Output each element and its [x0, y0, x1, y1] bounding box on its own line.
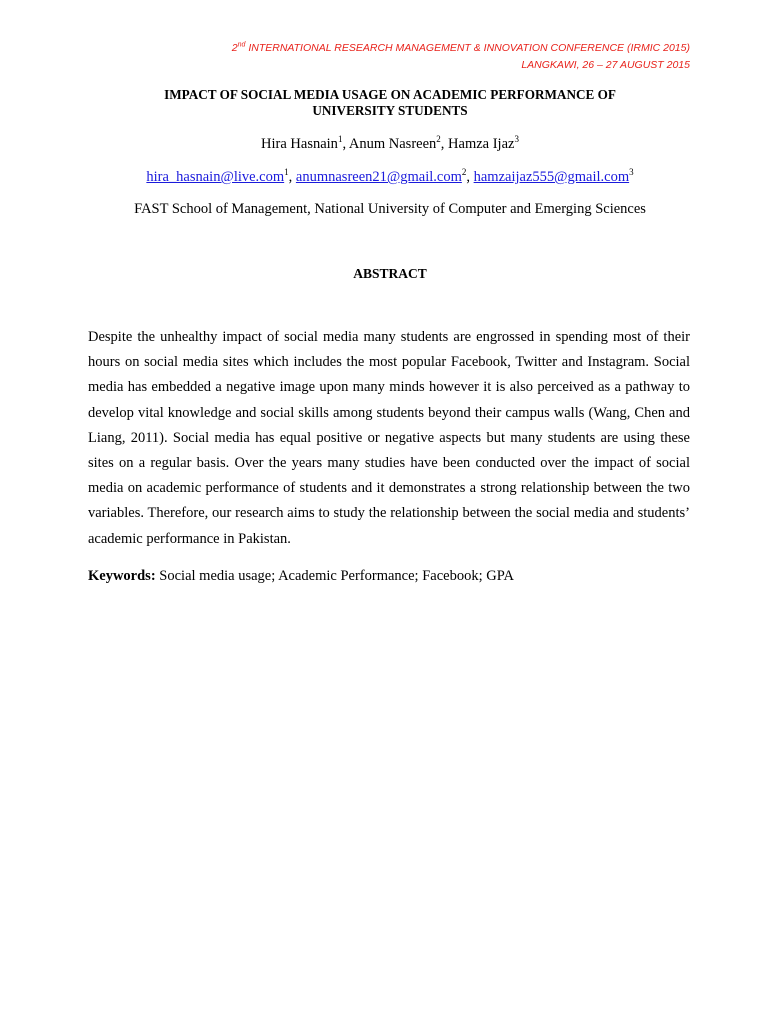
- email-separator: ,: [466, 169, 474, 185]
- email-link-hamza[interactable]: hamzaijaz555@gmail.com: [473, 169, 630, 185]
- keywords: [88, 567, 690, 585]
- email-link-hira[interactable]: hira_hasnain@live.com: [146, 169, 285, 185]
- author-mark: 2: [436, 134, 441, 145]
- author-separator: ,: [440, 136, 449, 152]
- email-mark: 2: [461, 167, 467, 178]
- author-mark: 1: [337, 134, 343, 145]
- author-separator: ,: [342, 136, 349, 152]
- author-name: Anum Nasreen: [348, 136, 437, 152]
- conference-name: INTERNATIONAL RESEARCH MANAGEMENT & INNOVATION CONFERENCE (IRMIC 2015): [245, 42, 690, 54]
- author-name: Hira Hasnain: [261, 136, 338, 152]
- author-list: [88, 135, 692, 153]
- conference-location: LANGKAWI, 26 – 27 AUGUST 2015: [521, 59, 690, 71]
- keywords-label: Keywords:: [88, 568, 156, 584]
- email-mark: 3: [629, 167, 634, 178]
- email-separator: ,: [288, 169, 296, 185]
- abstract-heading: ABSTRACT: [353, 266, 427, 281]
- email-link-anum[interactable]: anumnasreen21@gmail.com: [295, 169, 462, 185]
- email-mark: 1: [284, 167, 289, 178]
- author-mark: 3: [514, 134, 519, 145]
- abstract-body: Despite the unhealthy impact of social media many students are engrossed in spending most of their hours on social media sites which includes the most popular Facebook, Twitter and Instagram. Social media has embedded a negative image upon many minds however it is also perceived as a pathway to develop vital knowledge and social skills among students beyond their campus walls (Wang, Chen and Liang, 2011). Social media has equal positive or negative aspects but many students are using these sites on a regular basis. Over the years many studies have been conducted over the impact of social media on academic performance of students and it demonstrates a strong relationship between the two variables. Therefore, our research aims to study the relationship between the social media and students’ academic performance in Pakistan.: [88, 329, 690, 547]
- paper-title-line-1: IMPACT OF SOCIAL MEDIA USAGE ON ACADEMIC PERFORMANCE OF: [164, 87, 616, 102]
- keywords-text: Social media usage; Academic Performance; Facebook; GPA: [155, 568, 514, 584]
- conference-header: [232, 40, 690, 74]
- conference-ordinal-suffix: nd: [237, 41, 246, 49]
- paper-title: [88, 87, 692, 119]
- conference-name-line: [232, 40, 690, 57]
- conference-ordinal: 2: [231, 42, 238, 54]
- affiliation: FAST School of Management, National University of Computer and Emerging Sciences: [134, 201, 646, 217]
- email-list: [88, 168, 692, 186]
- author-name: Hamza Ijaz: [448, 136, 515, 152]
- paper-title-line-2: UNIVERSITY STUDENTS: [312, 103, 468, 118]
